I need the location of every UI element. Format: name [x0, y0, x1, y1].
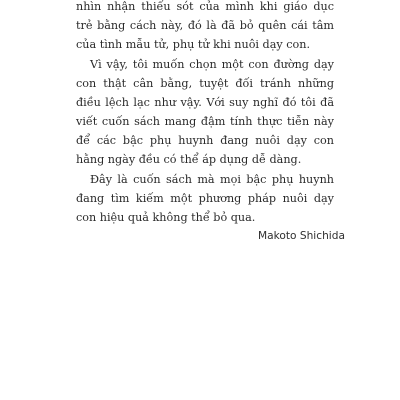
paragraph-book-recommendation: Đây là cuốn sách mà mọi bậc phụ huynh đang tìm kiếm một phương pháp nuôi dạy con hiệu quả không thể bỏ qua.	[76, 173, 334, 224]
body-text	[76, 0, 334, 227]
paragraph-balanced-parenting: Vì vậy, tôi muốn chọn một con đường dạy con thật cân bằng, tuyệt đối tránh những điều lệch lạc như vậy. Với suy nghĩ đó tôi đã viết cuốn sách mang đậm tính thực tiễn này để các bậc phụ huynh đang nuôi dạy con hằng ngày đều có thể áp dụng dễ dàng.	[76, 58, 334, 166]
author-signature: Makoto Shichida	[258, 230, 345, 242]
paragraph-continuation: nhìn nhận thiếu sót của mình khi giáo dục trẻ bằng cách này, đó là đã bỏ quên cái tâm của tình mẫu tử, phụ tử khi nuôi dạy con.	[76, 0, 334, 51]
